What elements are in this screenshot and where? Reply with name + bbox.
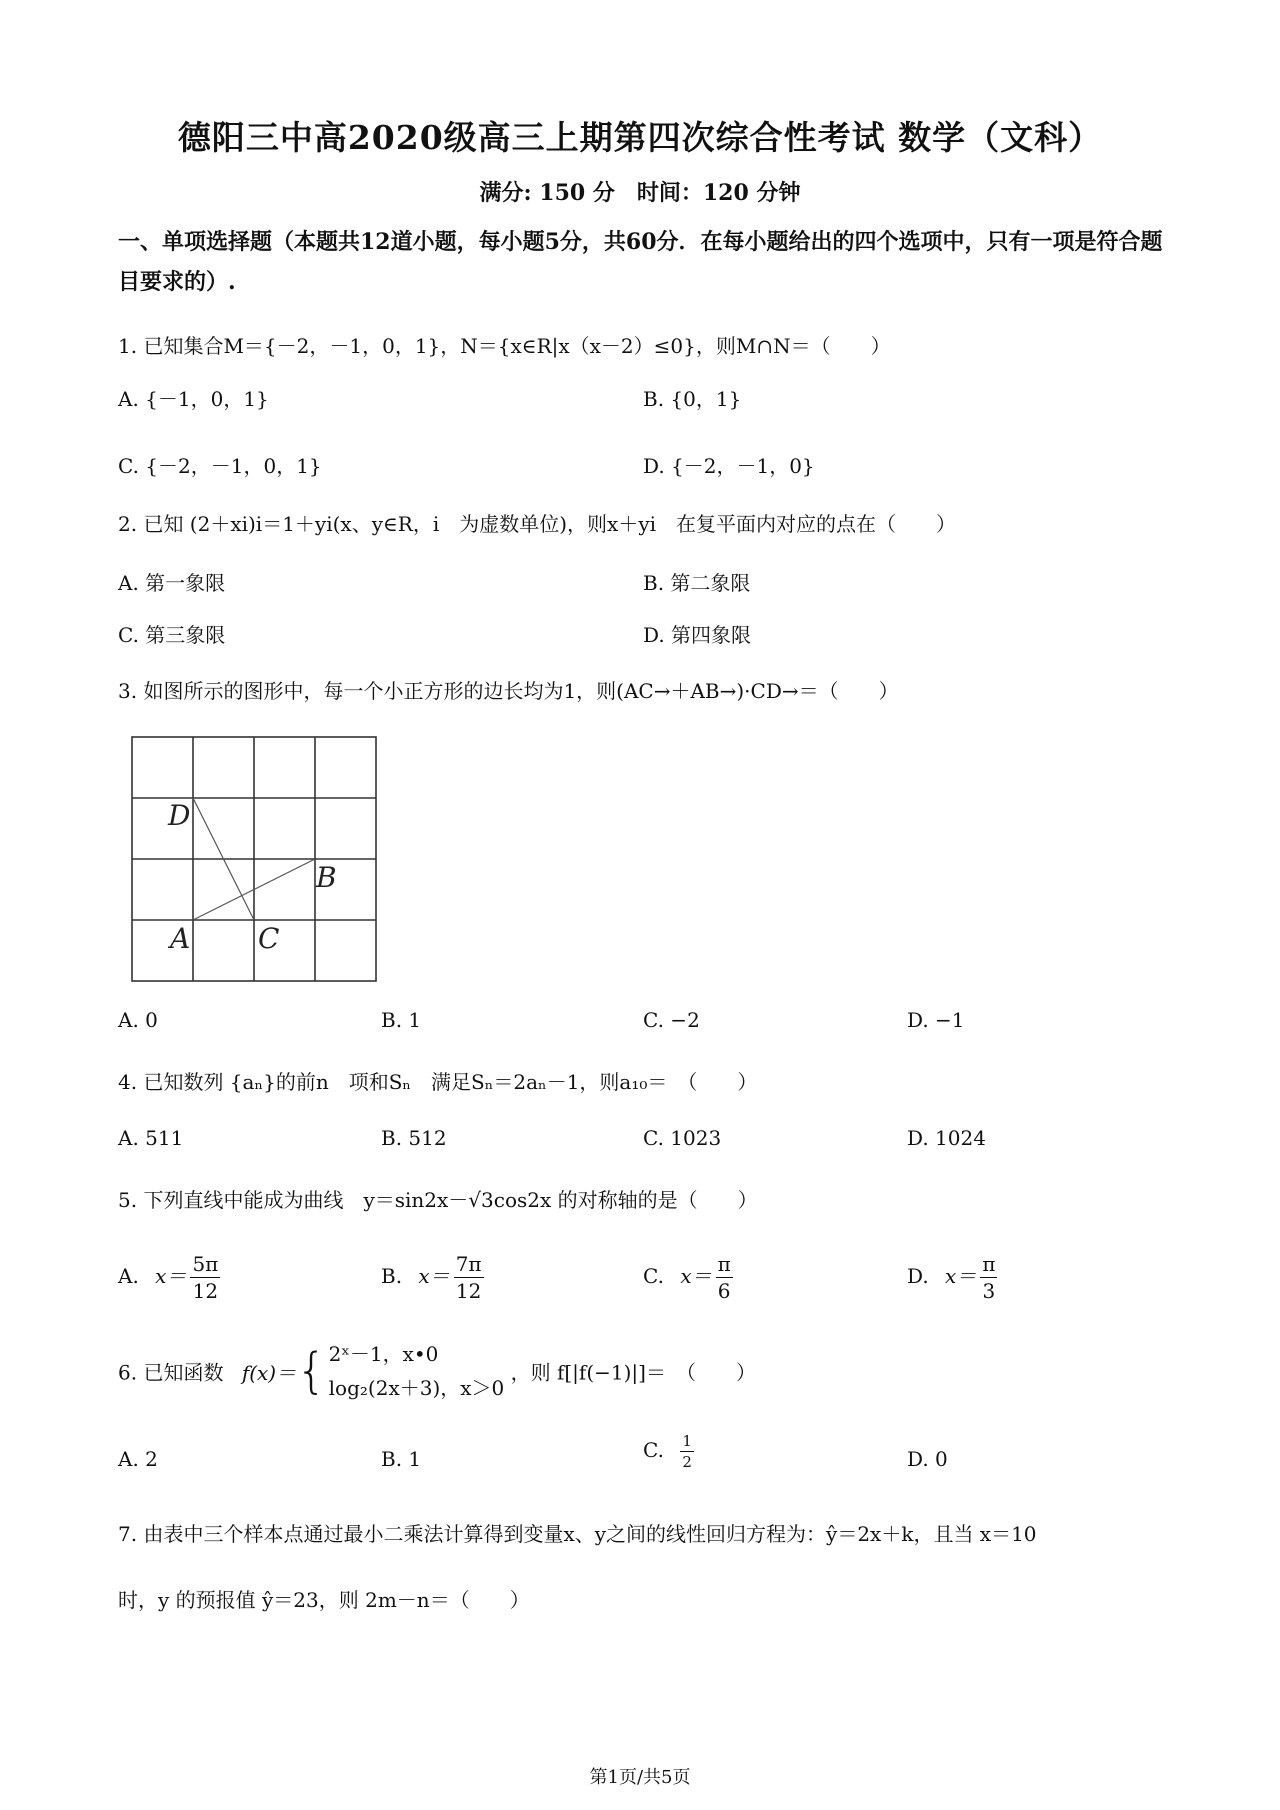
piecewise-cases [329,1337,505,1405]
fraction [680,1431,694,1472]
question-6-option-d: D. 0 [907,1447,948,1471]
question-6-option-c [643,1431,694,1472]
question-2-option-d: D. 第四象限 [643,623,752,647]
fraction [190,1251,220,1304]
fraction-denominator: 12 [455,1279,482,1303]
page-footer: 第1页/共5页 [589,1767,691,1788]
option-variable: x＝ [680,1264,712,1288]
piecewise-case-1: 2ˣ－1，x•0 [328,1342,439,1366]
question-4-option-a: A. 511 [118,1126,184,1150]
option-variable: x＝ [418,1264,450,1288]
fraction-numerator: 1 [682,1432,692,1450]
question-5-option-d [907,1251,997,1304]
fraction-denominator: 12 [192,1279,219,1303]
fraction [716,1251,733,1304]
point-label-a: A [170,922,191,955]
option-letter: A. [118,1264,139,1288]
question-3-option-b: B. 1 [381,1008,422,1032]
question-5-option-b [381,1251,484,1304]
point-label-b: B [316,861,337,894]
fraction-denominator: 2 [682,1453,692,1471]
fraction-denominator: 6 [717,1279,731,1303]
question-4-option-b: B. 512 [381,1126,447,1150]
question-7-line-2: 时，y 的预报值 ŷ＝23，则 2m－n＝（ ） [118,1588,530,1612]
grid-figure [130,735,382,985]
point-label-c: C [258,922,280,955]
question-6-option-a: A. 2 [118,1447,158,1471]
question-3-stem: 3. 如图所示的图形中，每一个小正方形的边长均为1，则(AC→＋AB→)·CD→＝（ ） [118,679,899,703]
option-letter: C. [643,1264,664,1288]
question-4-stem: 4. 已知数列 {aₙ}的前n 项和Sₙ 满足Sₙ＝2aₙ－1，则a₁₀＝ （ ） [118,1070,758,1094]
question-5-option-a [118,1251,220,1304]
question-2-option-b: B. 第二象限 [643,571,751,595]
question-6-option-b: B. 1 [381,1447,422,1471]
question-4-option-d: D. 1024 [907,1126,986,1150]
question-6-stem [118,1337,756,1405]
question-3-option-a: A. 0 [118,1008,158,1032]
question-2-option-c: C. 第三象限 [118,623,226,647]
fraction [454,1251,484,1304]
option-variable: x＝ [155,1264,187,1288]
option-variable: x＝ [945,1264,977,1288]
section-heading: 一、单项选择题（本题共12道小题，每小题5分，共60分．在每小题给出的四个选项中，只有一项是符合题目要求的）. [118,229,1163,295]
question-3-option-c: C. −2 [643,1008,700,1032]
question-6-function: f(x)＝ [241,1360,297,1385]
question-4-option-c: C. 1023 [643,1126,722,1150]
option-letter: B. [381,1264,403,1288]
fraction-numerator: π [982,1252,996,1276]
question-1-option-c: C. {－2，－1，0，1} [118,454,322,478]
question-7-line-1: 7. 由表中三个样本点通过最小二乘法计算得到变量x、y之间的线性回归方程为：ŷ＝2x＋k，且当 x＝10 [118,1522,1037,1546]
question-3-option-d: D. −1 [907,1008,965,1032]
fraction-denominator: 3 [982,1279,996,1303]
question-1-option-a: A. {－1，0，1} [118,387,269,411]
fraction-numerator: π [717,1252,731,1276]
piecewise-brace: { [296,1343,327,1399]
question-6-suffix: ，则 f[|f(−1)|]＝ （ ） [510,1360,756,1385]
fraction-numerator: 5π [192,1252,219,1276]
question-1-option-d: D. {－2，－1，0} [643,454,815,478]
fraction-numerator: 7π [455,1252,482,1276]
question-6-prefix: 6. 已知函数 [118,1360,224,1385]
option-letter: D. [907,1264,929,1288]
question-5-option-c [643,1251,733,1304]
question-1-stem: 1. 已知集合M＝{－2，－1，0，1}，N＝{x∈R|x（x－2）≤0}，则M∩N＝（ ） [118,334,891,358]
exam-subtitle: 满分: 150 分 时间：120 分钟 [479,180,801,206]
fraction [980,1251,997,1304]
question-1-option-b: B. {0，1} [643,387,742,411]
exam-title: 德阳三中高2020级高三上期第四次综合性考试 数学（文科） [177,118,1103,157]
piecewise-case-2: log₂(2x＋3)，x＞0 [328,1376,505,1400]
question-5-stem: 5. 下列直线中能成为曲线 y＝sin2x－√3cos2x 的对称轴的是（ ） [118,1188,758,1212]
point-label-d: D [168,799,191,832]
question-2-stem: 2. 已知 (2＋xi)i＝1＋yi(x、y∈R，i 为虚数单位)，则x＋yi 在复平面内对应的点在（ ） [118,512,957,536]
question-2-option-a: A. 第一象限 [118,571,226,595]
option-letter: C. [643,1438,664,1462]
